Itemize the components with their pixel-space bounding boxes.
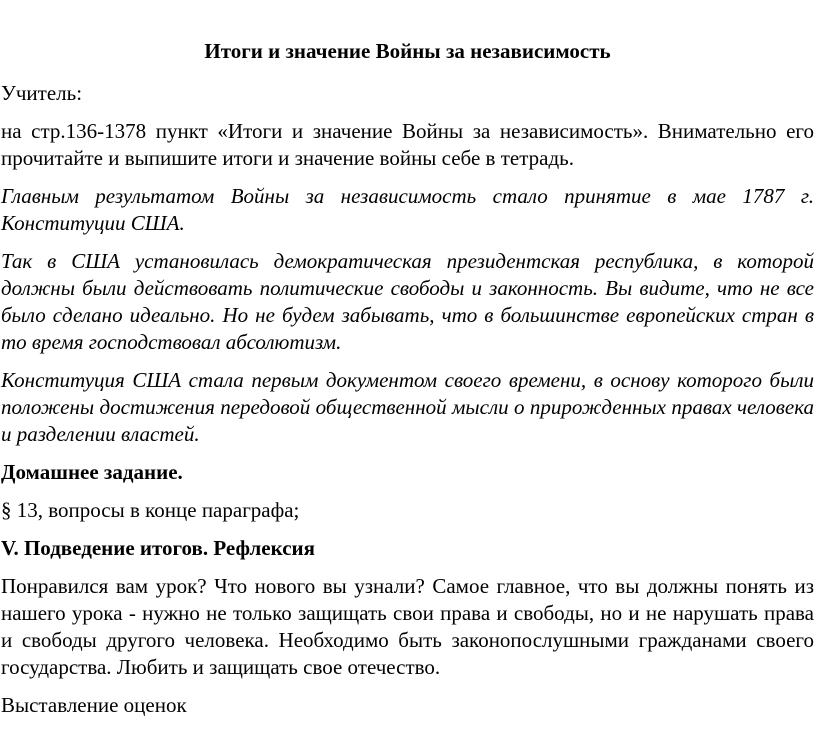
homework-heading: Домашнее задание. xyxy=(1,460,183,484)
italic-paragraph-result: Главным результатом Войны за независимость стало принятие в мае 1787 г. Конституции США. xyxy=(1,184,814,235)
reflection-paragraph: Понравился вам урок? Что нового вы узнали? Самое главное, что вы должны понять из нашего урока - нужно не только защищать свои права и свободы, но и не нарушать права и свободы другого человека. Необходимо быть законопослушными гражданами своего государства. Любить и защищать свое отечество. xyxy=(1,574,814,679)
grading-text: Выставление оценок xyxy=(1,693,187,717)
homework-text: § 13, вопросы в конце параграфа; xyxy=(1,498,300,522)
instruction-paragraph: на стр.136-1378 пункт «Итоги и значение Войны за независимость». Внимательно его прочитайте и выпишите итоги и значение войны себе в тетрадь. xyxy=(1,119,814,170)
page-title: Итоги и значение Войны за независимость xyxy=(204,39,611,63)
section-heading: V. Подведение итогов. Рефлексия xyxy=(1,536,315,560)
italic-paragraph-republic: Так в США установилась демократическая президентская республика, в которой должны были действовать политические свободы и законность. Вы видите, что не все было сделано идеально. Но не будем забывать, что в большинстве европейских стран в то время господствовал абсолютизм. xyxy=(1,249,814,354)
teacher-label: Учитель: xyxy=(1,81,83,105)
italic-paragraph-constitution: Конституция США стала первым документом своего времени, в основу которого были положены достижения передовой общественной мысли о прирожденных правах человека и разделении властей. xyxy=(1,368,814,446)
